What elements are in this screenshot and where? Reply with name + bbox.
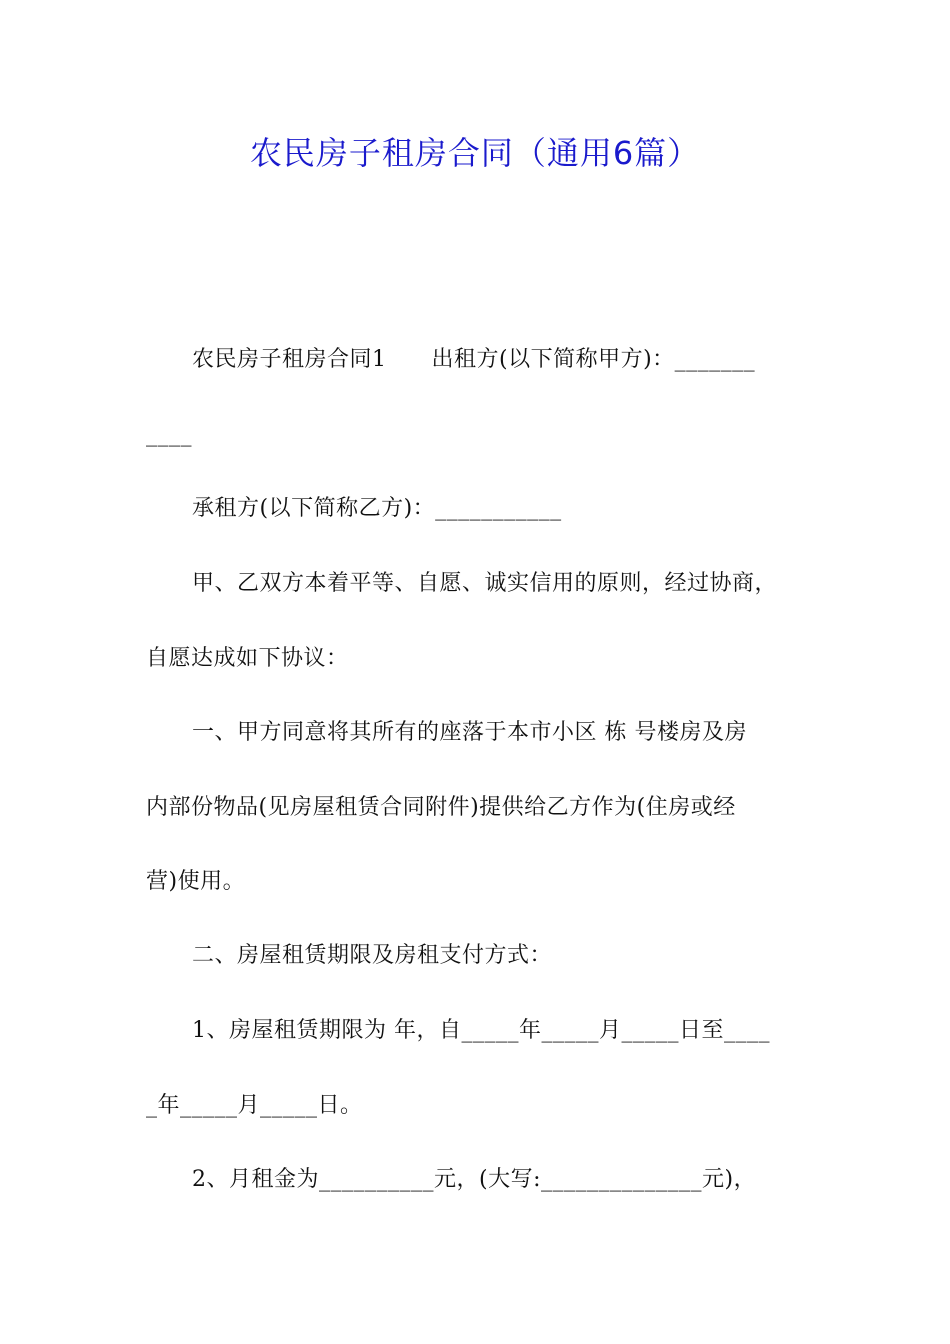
paragraph-line: ____ bbox=[146, 422, 192, 447]
paragraph-line: 甲、乙双方本着平等、自愿、诚实信用的原则，经过协商， bbox=[192, 571, 778, 596]
paragraph-line: 一、甲方同意将其所有的座落于本市小区 栋 号楼房及房 bbox=[192, 720, 747, 745]
paragraph-line: 自愿达成如下协议： bbox=[146, 646, 349, 671]
paragraph-line: 2、月租金为__________元，(大写:______________元)， bbox=[192, 1167, 757, 1192]
paragraph-line: 承租方(以下简称乙方)：___________ bbox=[192, 496, 562, 521]
paragraph-line: 营)使用。 bbox=[146, 869, 246, 894]
paragraph-line: 二、房屋租赁期限及房租支付方式： bbox=[192, 943, 553, 968]
paragraph-line: 农民房子租房合同1 出租方(以下简称甲方)：_______ bbox=[192, 347, 756, 372]
document-title: 农民房子租房合同（通用6篇） bbox=[249, 134, 701, 172]
paragraph-line: _年_____月_____日。 bbox=[146, 1093, 363, 1118]
paragraph-line: 1、房屋租赁期限为 年，自_____年_____月_____日至____ bbox=[192, 1018, 770, 1043]
paragraph-line: 内部份物品(见房屋租赁合同附件)提供给乙方作为(住房或经 bbox=[146, 795, 736, 820]
